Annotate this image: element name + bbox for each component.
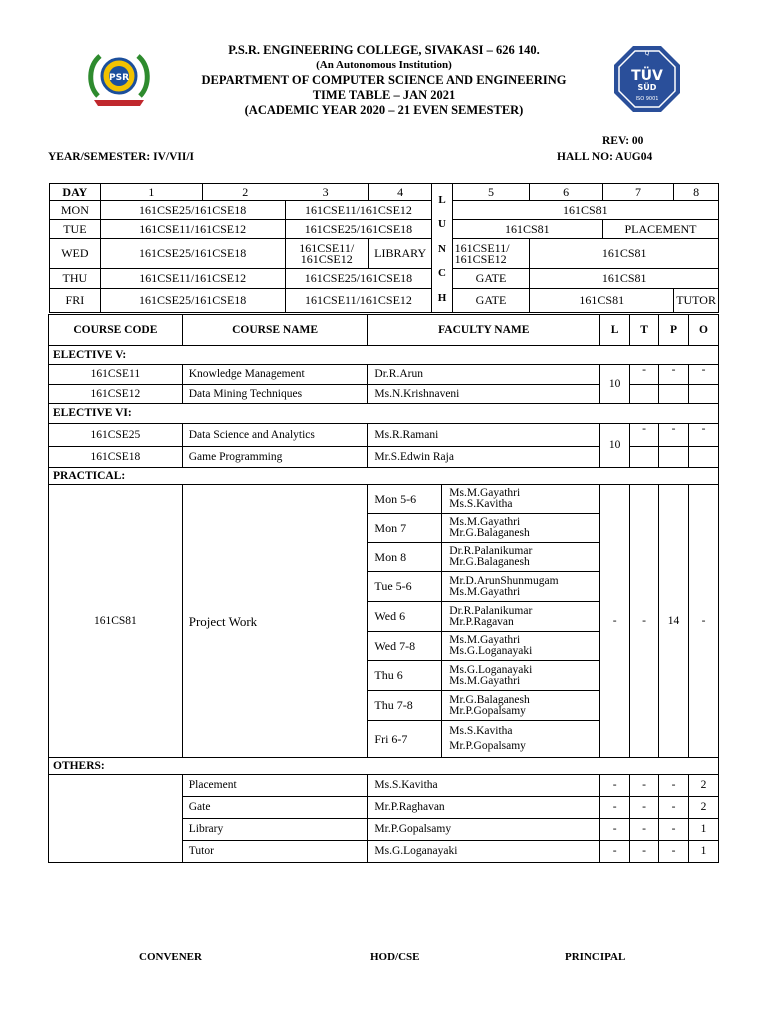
- day-fri: FRI: [50, 289, 101, 313]
- course-name: Knowledge Management: [182, 365, 368, 385]
- cell: 161CSE25/161CSE18: [100, 201, 285, 220]
- cell: 161CS81: [530, 289, 674, 313]
- academic-year: (ACADEMIC YEAR 2020 – 21 EVEN SEMESTER): [244, 103, 524, 117]
- day-tue: TUE: [50, 220, 101, 239]
- college-logo: [84, 50, 154, 108]
- header-period-2: [203, 184, 369, 201]
- slot-faculty: Mr.G.Balaganesh Mr.P.Gopalsamy: [442, 691, 600, 721]
- other-name: Library: [182, 819, 368, 841]
- table-cell: -: [600, 775, 630, 797]
- table-cell: -: [630, 775, 659, 797]
- table-cell: -: [630, 797, 659, 819]
- revision: REV: 00: [602, 135, 644, 147]
- course-table: [48, 314, 719, 863]
- practical-l: -: [600, 485, 630, 758]
- signature-principal: PRINCIPAL: [565, 951, 626, 963]
- cell: GATE: [452, 269, 530, 289]
- cell: 161CS81: [530, 269, 719, 289]
- course-name: Data Science and Analytics: [182, 424, 368, 447]
- header-t: T: [630, 315, 659, 346]
- header-course-name: COURSE NAME: [182, 315, 368, 346]
- other-name: Gate: [182, 797, 368, 819]
- table-cell: 2: [688, 797, 718, 819]
- p-value: -: [659, 424, 689, 447]
- slot: Tue 5-6: [368, 572, 442, 602]
- cell: 161CSE25/161CSE18: [100, 239, 285, 269]
- p-value: -: [659, 365, 689, 385]
- cell: 161CSE11/161CSE12: [285, 201, 432, 220]
- table-cell: -: [630, 819, 659, 841]
- table-cell: [688, 447, 718, 468]
- day-wed: WED: [50, 239, 101, 269]
- section-elective-v: ELECTIVE V:: [49, 346, 719, 365]
- table-cell: [659, 447, 689, 468]
- table-cell: -: [659, 841, 689, 863]
- slot: Thu 6: [368, 661, 442, 691]
- faculty-name: Dr.R.Arun: [368, 365, 600, 385]
- cell: 161CSE11/161CSE12: [285, 289, 432, 313]
- header-day: DAY: [50, 184, 101, 201]
- header-period-3-label: 3: [322, 184, 329, 199]
- svg-text:ISO 9001: ISO 9001: [635, 96, 659, 102]
- practical-name: Project Work: [182, 485, 368, 758]
- cell: PLACEMENT: [602, 220, 718, 239]
- faculty-name: Mr.S.Edwin Raja: [368, 447, 600, 468]
- cell: TUTOR: [674, 289, 719, 313]
- table-cell: -: [659, 797, 689, 819]
- slot-faculty: Ms.M.Gayathri Ms.G.Loganayaki: [442, 632, 600, 661]
- svg-text:TÜV: TÜV: [631, 68, 663, 84]
- t-value: -: [630, 365, 659, 385]
- table-cell: [659, 385, 689, 404]
- slot: Fri 6-7: [368, 721, 442, 758]
- autonomous-label: (An Autonomous Institution): [316, 59, 452, 71]
- slot: Mon 7: [368, 514, 442, 543]
- practical-code: 161CS81: [49, 485, 183, 758]
- header-period-4: 4: [368, 184, 432, 201]
- faculty-name: Ms.R.Ramani: [368, 424, 600, 447]
- course-code: 161CSE25: [49, 424, 183, 447]
- course-name: Data Mining Techniques: [182, 385, 368, 404]
- l-value: 10: [600, 424, 630, 468]
- table-cell: -: [659, 819, 689, 841]
- header-period-6: 6: [530, 184, 603, 201]
- o-value: -: [688, 365, 718, 385]
- l-value: 10: [600, 365, 630, 404]
- slot: Thu 7-8: [368, 691, 442, 721]
- other-faculty: Mr.P.Raghavan: [368, 797, 600, 819]
- college-name: P.S.R. ENGINEERING COLLEGE, SIVAKASI – 626 140.: [228, 43, 540, 57]
- section-others: OTHERS:: [49, 758, 719, 775]
- t-value: -: [630, 424, 659, 447]
- slot-faculty: Ms.S.Kavitha Mr.P.Gopalsamy: [442, 721, 600, 758]
- practical-t: -: [630, 485, 659, 758]
- course-code: 161CSE18: [49, 447, 183, 468]
- others-code-cell: [49, 775, 183, 863]
- slot-faculty: Ms.M.Gayathri Mr.G.Balaganesh: [442, 514, 600, 543]
- other-faculty: Mr.P.Gopalsamy: [368, 819, 600, 841]
- slot-faculty: Mr.D.ArunShunmugam Ms.M.Gayathri: [442, 572, 600, 602]
- other-name: Tutor: [182, 841, 368, 863]
- cell: 161CS81: [530, 239, 719, 269]
- table-cell: -: [659, 775, 689, 797]
- tuv-sud-logo: [612, 42, 682, 116]
- document-title: TIME TABLE – JAN 2021: [312, 88, 456, 102]
- header-period-2-label: 2: [242, 184, 249, 199]
- slot: Mon 8: [368, 543, 442, 572]
- slot: Wed 6: [368, 602, 442, 632]
- header-o: O: [688, 315, 718, 346]
- hall-number: HALL NO: AUG04: [557, 151, 653, 163]
- timetable: [49, 183, 719, 313]
- table-cell: [630, 385, 659, 404]
- lunch-column: L U N C H: [432, 184, 452, 313]
- cell: 161CSE25/161CSE18: [100, 289, 285, 313]
- svg-text:SÜD: SÜD: [637, 83, 657, 92]
- table-cell: -: [600, 797, 630, 819]
- header-course-code: COURSE CODE: [49, 315, 183, 346]
- section-practical: PRACTICAL:: [49, 468, 719, 485]
- cell: 161CS81: [452, 220, 602, 239]
- course-code: 161CSE11: [49, 365, 183, 385]
- header-period-7: 7: [602, 184, 673, 201]
- table-cell: 1: [688, 819, 718, 841]
- year-semester: YEAR/SEMESTER: IV/VII/I: [48, 151, 195, 163]
- logo-text: PSR: [108, 73, 130, 83]
- table-cell: 1: [688, 841, 718, 863]
- slot-faculty: Dr.R.Palanikumar Mr.P.Ragavan: [442, 602, 600, 632]
- header-period-5: 5: [452, 184, 530, 201]
- cell: 161CSE11/161CSE12: [100, 220, 285, 239]
- table-cell: [630, 447, 659, 468]
- day-thu: THU: [50, 269, 101, 289]
- header-period-8: 8: [674, 184, 719, 201]
- faculty-name: Ms.N.Krishnaveni: [368, 385, 600, 404]
- other-faculty: Ms.S.Kavitha: [368, 775, 600, 797]
- signature-hod: HOD/CSE: [370, 951, 420, 963]
- cell: 161CS81: [452, 201, 718, 220]
- cell: 161CSE11/ 161CSE12: [285, 239, 368, 269]
- department-name: DEPARTMENT OF COMPUTER SCIENCE AND ENGINEERING: [201, 73, 567, 87]
- header-period-1: 1: [100, 184, 202, 201]
- table-cell: -: [630, 841, 659, 863]
- header-l: L: [600, 315, 630, 346]
- practical-p: 14: [659, 485, 689, 758]
- cell: 161CSE11/ 161CSE12: [452, 239, 530, 269]
- other-faculty: Ms.G.Loganayaki: [368, 841, 600, 863]
- course-name: Game Programming: [182, 447, 368, 468]
- slot-faculty: Ms.G.Loganayaki Ms.M.Gayathri: [442, 661, 600, 691]
- slot: Wed 7-8: [368, 632, 442, 661]
- cell: 161CSE11/161CSE12: [100, 269, 285, 289]
- table-cell: [688, 385, 718, 404]
- day-mon: MON: [50, 201, 101, 220]
- slot-faculty: Ms.M.Gayathri Ms.S.Kavitha: [442, 485, 600, 514]
- header-faculty-name: FACULTY NAME: [368, 315, 600, 346]
- signature-convener: CONVENER: [139, 951, 202, 963]
- table-cell: 2: [688, 775, 718, 797]
- cell: 161CSE25/161CSE18: [285, 220, 432, 239]
- o-value: -: [688, 424, 718, 447]
- course-code: 161CSE12: [49, 385, 183, 404]
- slot-faculty: Dr.R.Palanikumar Mr.G.Balaganesh: [442, 543, 600, 572]
- practical-o: -: [688, 485, 718, 758]
- table-cell: -: [600, 819, 630, 841]
- cell: 161CSE25/161CSE18: [285, 269, 432, 289]
- header-p: P: [659, 315, 689, 346]
- cell: LIBRARY: [368, 239, 432, 269]
- section-elective-vi: ELECTIVE VI:: [49, 404, 719, 424]
- svg-text:Q: Q: [644, 50, 650, 57]
- other-name: Placement: [182, 775, 368, 797]
- slot: Mon 5-6: [368, 485, 442, 514]
- cell: GATE: [452, 289, 530, 313]
- table-cell: -: [600, 841, 630, 863]
